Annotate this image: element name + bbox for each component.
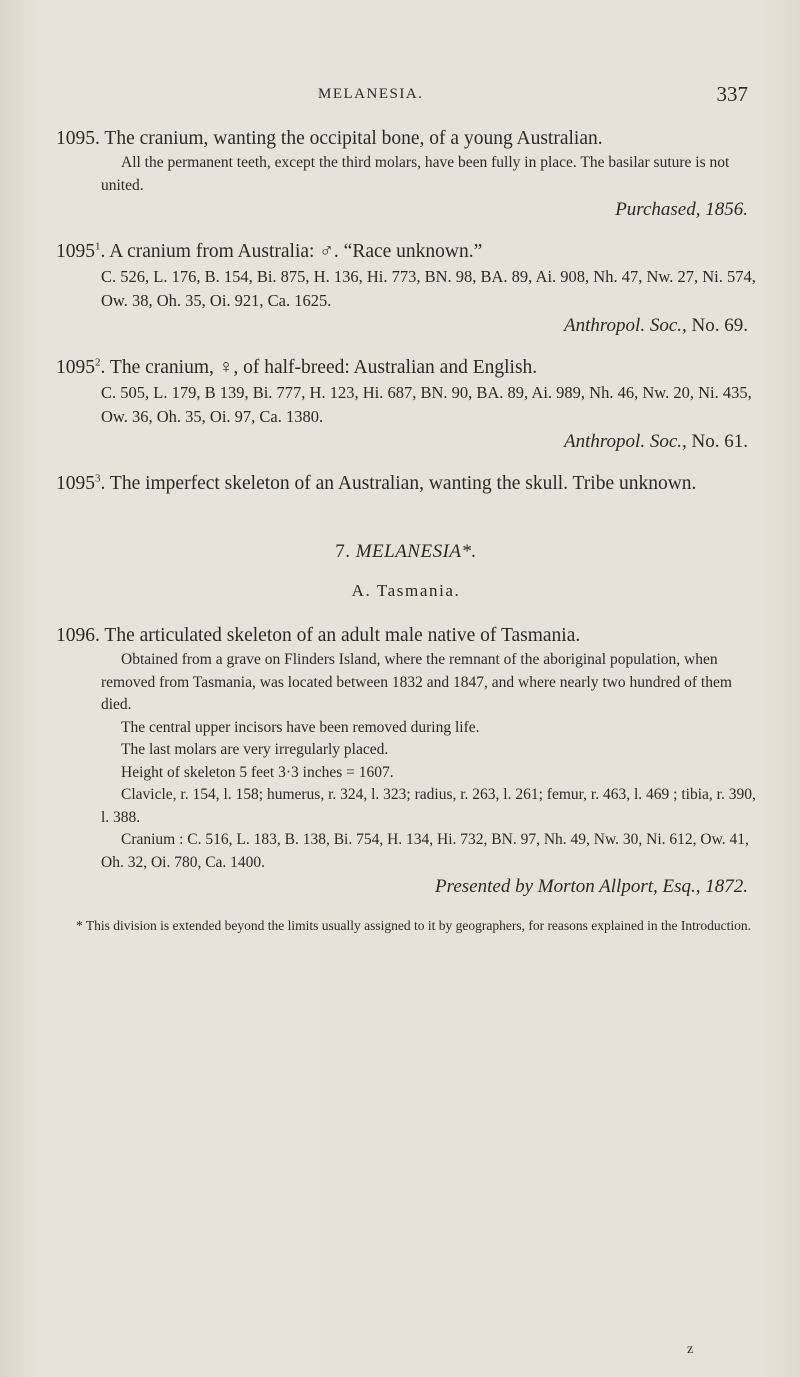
entry-number-superscript: 2 [95,356,101,369]
section-heading [56,541,756,563]
running-title: MELANESIA. [318,86,424,102]
catalogue-entry-1096 [56,623,756,900]
catalogue-entry-1095-3: 1095$^3$. The imperfect skeleton of an Australian, wanting the skull. Tribe unknown. [56,472,697,494]
catalogue-entry-1095 [56,126,756,223]
entry-number-superscript: 1 [95,240,101,253]
catalogue-entry-1095-1: 1095$^1$. A cranium from Australia: ♂. “Race unknown.” C. 526, L. 176, B. 154, Bi. 875, H. 136, Hi. 773, BN. 98, BA. 89, Ai. 908, Nh. 47, Nw. 27, Ni. 574, Ow. 38, Oh. 35, Oi. 921, Ca. 1625. Anthropol. Soc., No. 69. [56,239,756,339]
entry-number: 1095 [56,473,95,494]
footnote: * This division is extended beyond the limits usually assigned to it by geographers, for reasons explained in the Introduction. [76,918,752,933]
entry-notes: All the permanent teeth, except the third molars, have been fully in place. The basilar suture is not united. [101,154,730,194]
entry-measurements: C. 526, L. 176, B. 154, Bi. 875, H. 136, Hi. 773, BN. 98, BA. 89, Ai. 908, Nh. 47, Nw. 27, Ni. 574, Ow. 38, Oh. 35, Oi. 921, Ca. 1625. [101,267,756,310]
entry-paragraph: Clavicle, r. 154, l. 158; humerus, r. 324, l. 323; radius, r. 263, l. 261; femur, r. 463, l. 469 ; tibia, r. 390, l. 388. [101,786,756,826]
entry-source: Purchased, 1856. [615,199,748,220]
entry-source-italic: Anthropol. Soc., [563,315,687,336]
subsection-heading: A. Tasmania. [351,581,461,600]
entry-paragraph: Height of skeleton 5 feet 3·3 inches = 1607. [121,763,394,781]
entry-paragraph: The last molars are very irregularly placed. [121,741,389,758]
entry-title: The imperfect skeleton of an Australian, wanting the skull. Tribe unknown. [109,473,697,494]
entry-source-italic: Anthropol. Soc., [563,431,687,452]
catalogue-entry-1095-2: 1095$^2$. The cranium, ♀, of half-breed: Australian and English. C. 505, L. 179, B 139, Bi. 777, H. 123, Hi. 687, BN. 90, BA. 89, Ai. 989, Nh. 46, Nw. 20, Ni. 435, Ow. 36, Oh. 35, Oi. 97, Ca. 1380. Anthropol. Soc., No. 61. [56,355,756,455]
entry-paragraph: Obtained from a grave on Flinders Island, where the remnant of the aboriginal population, when removed from Tasmania, was located between 1832 and 1847, and where nearly two hundred of them died. [101,651,732,713]
entry-source [56,429,756,455]
entry-title: The cranium, wanting the occipital bone, of a young Australian. [104,128,603,149]
entry-measurements: C. 505, L. 179, B 139, Bi. 777, H. 123, Hi. 687, BN. 90, BA. 89, Ai. 989, Nh. 46, Nw. 20, Ni. 435, Ow. 36, Oh. 35, Oi. 97, Ca. 1380. [101,383,752,426]
page-body [56,126,756,935]
entry-number: 1096. [56,625,100,646]
entry-source-number: No. 69. [686,315,748,336]
entry-number: 1095 [56,357,95,378]
page-header [0,82,800,112]
entry-source: Presented by Morton Allport, Esq., 1872. [435,876,748,897]
entry-source [56,313,756,339]
entry-number: 1095 [56,241,95,262]
section-title: MELANESIA [355,541,462,562]
entry-title: The cranium, ♀, of half-breed: Australian and English. [109,357,538,378]
entry-title: The articulated skeleton of an adult male native of Tasmania. [104,625,581,646]
signature-mark: z [687,1342,694,1357]
entry-number: 1095. [56,128,100,149]
page-number: 337 [716,82,748,106]
section-number: 7. [335,541,351,562]
footnote-marker: *. [461,541,477,562]
entry-source-number: No. 61. [686,431,748,452]
entry-title: A cranium from Australia: ♂. “Race unknown.” [109,241,483,262]
entry-paragraph: Cranium : C. 516, L. 183, B. 138, Bi. 754, H. 134, Hi. 732, BN. 97, Nh. 49, Nw. 30, Ni. 612, Ow. 41, Oh. 32, Oi. 780, Ca. 1400. [101,831,749,871]
entry-number-superscript: 3 [95,472,101,485]
entry-paragraph: The central upper incisors have been removed during life. [121,718,480,736]
